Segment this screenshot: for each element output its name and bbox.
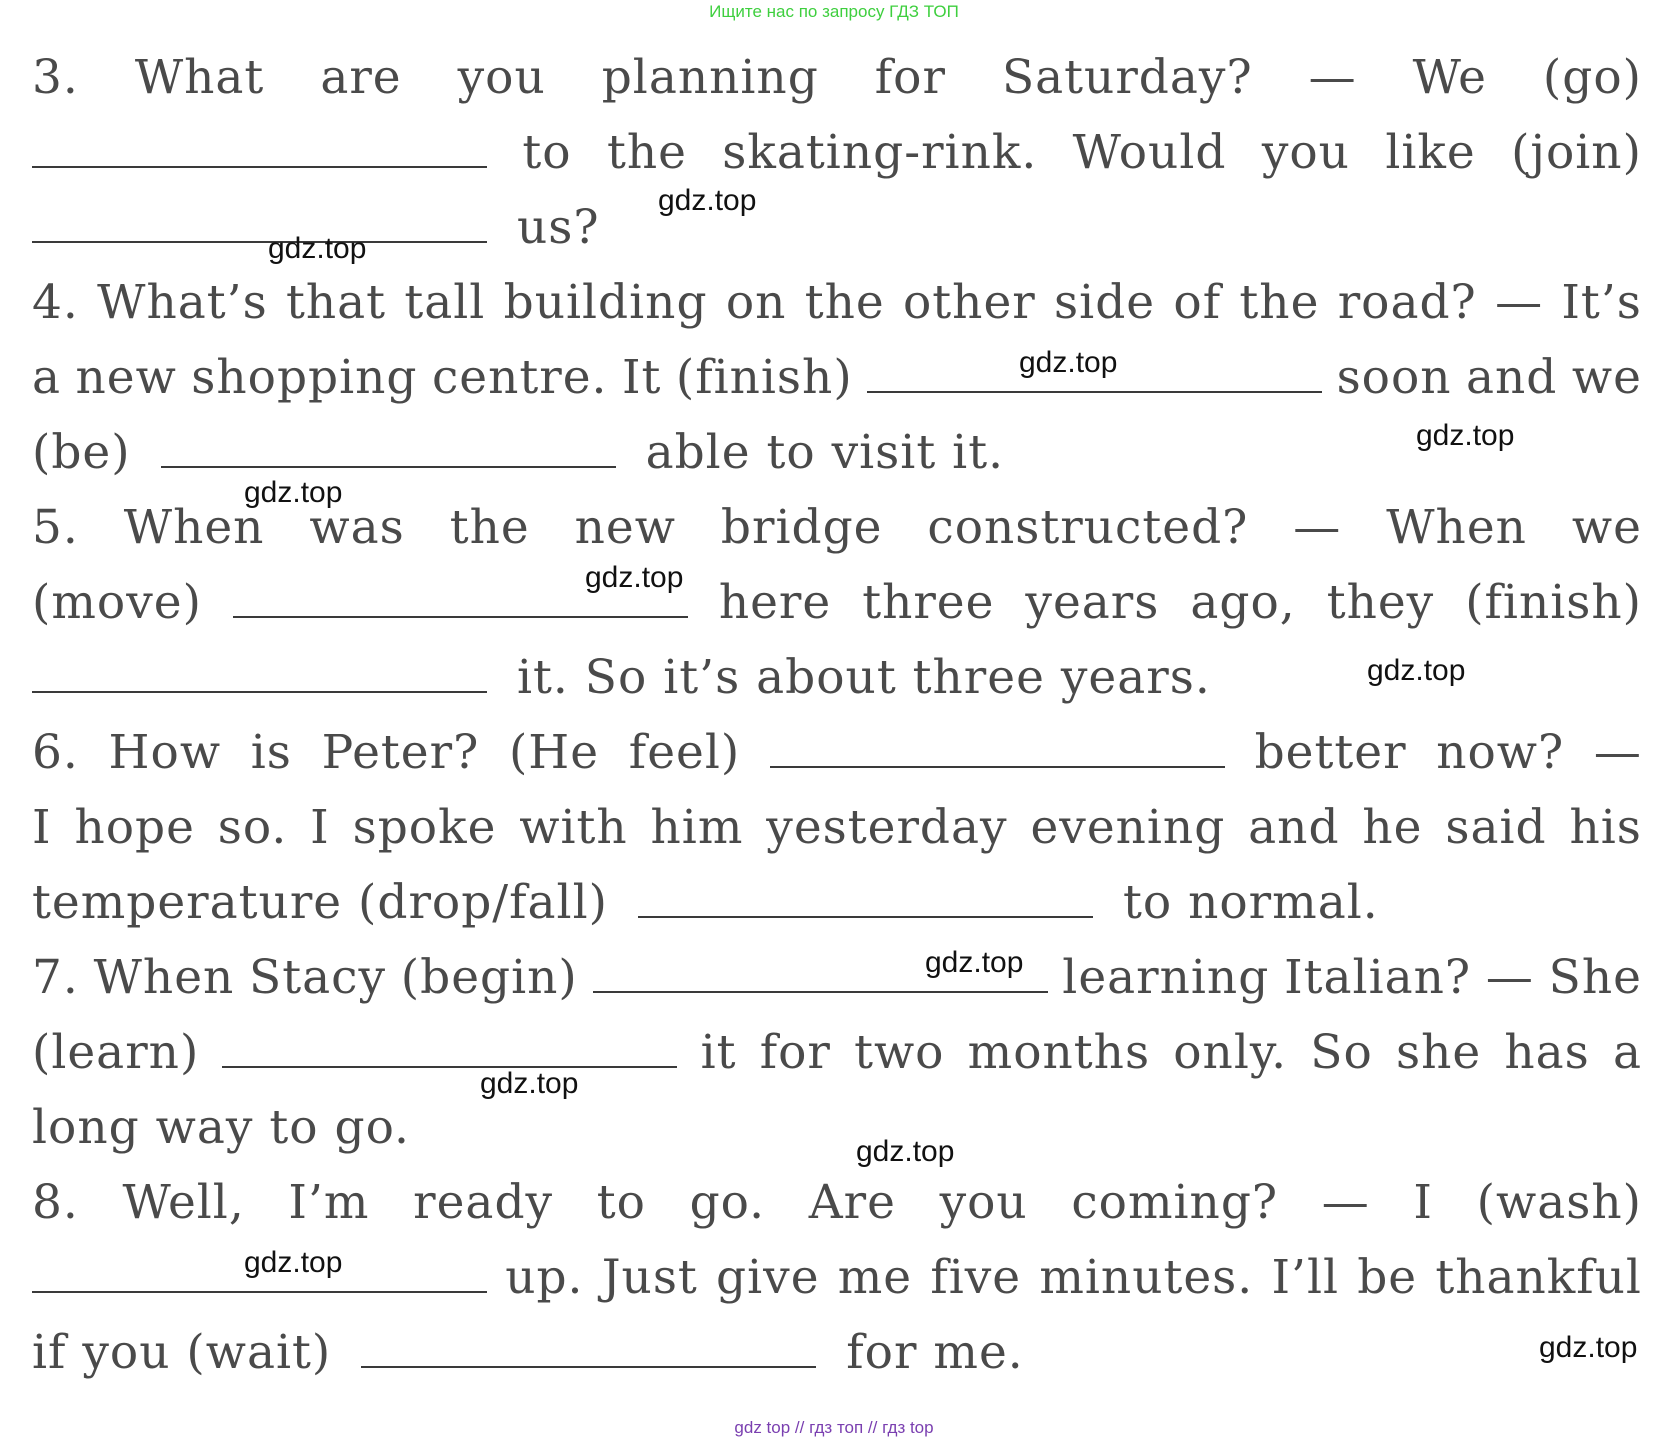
text-word: you (939, 1175, 1028, 1230)
text-line (32, 40, 1642, 115)
text-word: you (1261, 125, 1350, 180)
text-word: a (32, 350, 62, 405)
text-word: I (310, 800, 330, 855)
text-word: 5. (32, 500, 79, 555)
text-word: shopping (191, 350, 418, 405)
answer-blank[interactable] (161, 466, 616, 468)
text-word: building (503, 275, 708, 330)
text-word: Would (1072, 125, 1227, 180)
answer-blank[interactable] (32, 691, 487, 693)
text-word: us? (517, 200, 600, 255)
text-word: coming? (1071, 1175, 1279, 1230)
text-line (32, 265, 1642, 340)
text-word: if you (wait) (32, 1325, 332, 1380)
text-word: Are (808, 1175, 896, 1230)
text-word: new (574, 500, 676, 555)
text-word: it (700, 1025, 737, 1080)
watermark: gdz.top (585, 561, 684, 594)
text-word: tall (404, 275, 486, 330)
answer-blank[interactable] (233, 616, 688, 618)
text-word: — (1308, 50, 1357, 105)
watermark: gdz.top (244, 1246, 343, 1279)
text-word: (finish) (675, 350, 853, 405)
text-word: me (837, 1250, 913, 1305)
watermark: gdz.top (1416, 419, 1515, 452)
text-word: When (1386, 500, 1527, 555)
answer-blank[interactable] (593, 991, 1048, 993)
text-word: road? (1337, 275, 1477, 330)
text-word: is (250, 725, 292, 780)
text-word: planning (601, 50, 819, 105)
text-word: minutes. (1039, 1250, 1254, 1305)
watermark: gdz.top (856, 1135, 955, 1168)
text-word: it. So it’s about three years. (517, 650, 1211, 705)
text-word: the (1239, 275, 1320, 330)
text-word: the (804, 275, 885, 330)
text-word: (go) (1542, 50, 1642, 105)
text-word: five (930, 1250, 1022, 1305)
text-word: She (1548, 950, 1642, 1005)
text-word: and (1248, 800, 1340, 855)
text-word: for me. (846, 1325, 1024, 1380)
text-word: Well, (122, 1175, 245, 1230)
top-banner: Ищите нас по запросу ГДЗ ТОП (709, 2, 959, 21)
text-word: ready (413, 1175, 554, 1230)
text-word: 4. (32, 275, 79, 330)
answer-blank[interactable] (32, 1291, 487, 1293)
text-word: It (621, 350, 662, 405)
text-word: go. (689, 1175, 766, 1230)
watermark: gdz.top (244, 476, 343, 509)
text-word: now? (1436, 725, 1565, 780)
text-word: three (862, 575, 995, 630)
text-word: long way to go. (32, 1100, 410, 1155)
text-line (32, 1165, 1642, 1240)
text-word: — (1321, 1175, 1370, 1230)
text-word: his (1569, 800, 1642, 855)
text-word: only. (1173, 1025, 1288, 1080)
text-word: skating-rink. (722, 125, 1038, 180)
text-word: able to visit it. (645, 425, 1005, 480)
text-word: he (1362, 800, 1423, 855)
text-word: be (1357, 1250, 1418, 1305)
watermark: gdz.top (1367, 654, 1466, 687)
text-line (32, 1015, 1642, 1090)
text-word: Just (601, 1250, 698, 1305)
text-word: Italian? (1284, 950, 1472, 1005)
text-word: soon (1336, 350, 1452, 405)
text-word: — (1495, 275, 1544, 330)
text-word: I (32, 800, 52, 855)
text-word: are (320, 50, 402, 105)
text-word: (wash) (1476, 1175, 1642, 1230)
text-word: better (1254, 725, 1407, 780)
text-word: 7. (32, 950, 79, 1005)
text-word: give (716, 1250, 820, 1305)
watermark: gdz.top (268, 232, 367, 265)
text-word: for (759, 1025, 831, 1080)
text-word: It’s (1561, 275, 1642, 330)
text-word: When (93, 950, 235, 1005)
text-word: ago, (1190, 575, 1296, 630)
watermark: gdz.top (480, 1067, 579, 1100)
text-word: — (1293, 500, 1342, 555)
footer-links: gdz top // гдз топ // гдз top (734, 1418, 934, 1437)
text-word: How (108, 725, 222, 780)
watermark: gdz.top (658, 184, 757, 217)
text-line (32, 1315, 1642, 1390)
text-word: we (1571, 500, 1642, 555)
text-word: 8. (32, 1175, 79, 1230)
text-word: evening (1030, 800, 1226, 855)
text-word: with (519, 800, 628, 855)
text-word: (join) (1511, 125, 1642, 180)
text-word: side (1054, 275, 1156, 330)
text-word: temperature (drop/fall) (32, 875, 608, 930)
text-word: — (1593, 725, 1642, 780)
text-word: 3. (32, 50, 79, 105)
text-word: I’ll (1271, 1250, 1340, 1305)
text-word: of (1173, 275, 1222, 330)
text-word: feel) (628, 725, 741, 780)
text-line (32, 1090, 1642, 1165)
text-line (32, 565, 1642, 640)
text-word: the (449, 500, 530, 555)
text-word: they (1326, 575, 1435, 630)
text-word: I’m (288, 1175, 370, 1230)
answer-blank[interactable] (222, 1066, 677, 1068)
text-word: learning (1062, 950, 1270, 1005)
text-word: (move) (32, 575, 202, 630)
answer-blank[interactable] (770, 766, 1225, 768)
text-word: has (1504, 1025, 1590, 1080)
text-word: two (854, 1025, 945, 1080)
answer-blank[interactable] (867, 391, 1322, 393)
text-word: I (1413, 1175, 1433, 1230)
watermark: gdz.top (1539, 1331, 1638, 1364)
text-word: up. (505, 1250, 584, 1305)
text-line (32, 940, 1642, 1015)
text-word: on (725, 275, 787, 330)
answer-blank[interactable] (361, 1366, 816, 1368)
text-word: (learn) (32, 1025, 200, 1080)
text-word: the (606, 125, 687, 180)
text-word: Saturday? (1001, 50, 1253, 105)
text-word: centre. (431, 350, 608, 405)
text-word: here (718, 575, 832, 630)
text-word: Stacy (249, 950, 387, 1005)
text-word: like (1385, 125, 1476, 180)
text-word: we (1571, 350, 1642, 405)
text-line (32, 715, 1642, 790)
text-word: you (457, 50, 546, 105)
text-line (32, 340, 1642, 415)
text-word: months (967, 1025, 1151, 1080)
text-word: she (1395, 1025, 1482, 1080)
text-word: a (1612, 1025, 1642, 1080)
text-word: years (1025, 575, 1160, 630)
answer-blank[interactable] (32, 241, 487, 243)
text-word: constructed? (927, 500, 1249, 555)
text-line (32, 790, 1642, 865)
answer-blank[interactable] (638, 916, 1093, 918)
text-word: (He (508, 725, 600, 780)
text-word: him (650, 800, 744, 855)
text-word: hope (74, 800, 195, 855)
text-word: said (1445, 800, 1547, 855)
text-line (32, 115, 1642, 190)
watermark: gdz.top (1019, 346, 1118, 379)
text-word: What’s (97, 275, 268, 330)
text-word: (finish) (1465, 575, 1642, 630)
text-word: (begin) (400, 950, 578, 1005)
text-word: thankful (1435, 1250, 1642, 1305)
watermark: gdz.top (925, 946, 1024, 979)
text-word: for (874, 50, 946, 105)
answer-blank[interactable] (32, 166, 487, 168)
text-word: yesterday (766, 800, 1008, 855)
text-word: 6. (32, 725, 79, 780)
text-word: Peter? (321, 725, 480, 780)
text-word: — (1485, 950, 1534, 1005)
text-word: bridge (720, 500, 883, 555)
text-word: What (134, 50, 265, 105)
text-word: that (285, 275, 387, 330)
text-word: to normal. (1122, 875, 1379, 930)
text-word: other (903, 275, 1036, 330)
text-word: so. (217, 800, 288, 855)
text-word: We (1412, 50, 1487, 105)
text-word: When (123, 500, 265, 555)
text-word: to (596, 1175, 646, 1230)
text-line (32, 865, 1642, 940)
text-word: new (75, 350, 177, 405)
text-word: was (309, 500, 405, 555)
text-word: to (522, 125, 572, 180)
text-word: So (1310, 1025, 1373, 1080)
text-word: and (1466, 350, 1558, 405)
text-word: spoke (352, 800, 497, 855)
text-word: (be) (32, 425, 131, 480)
